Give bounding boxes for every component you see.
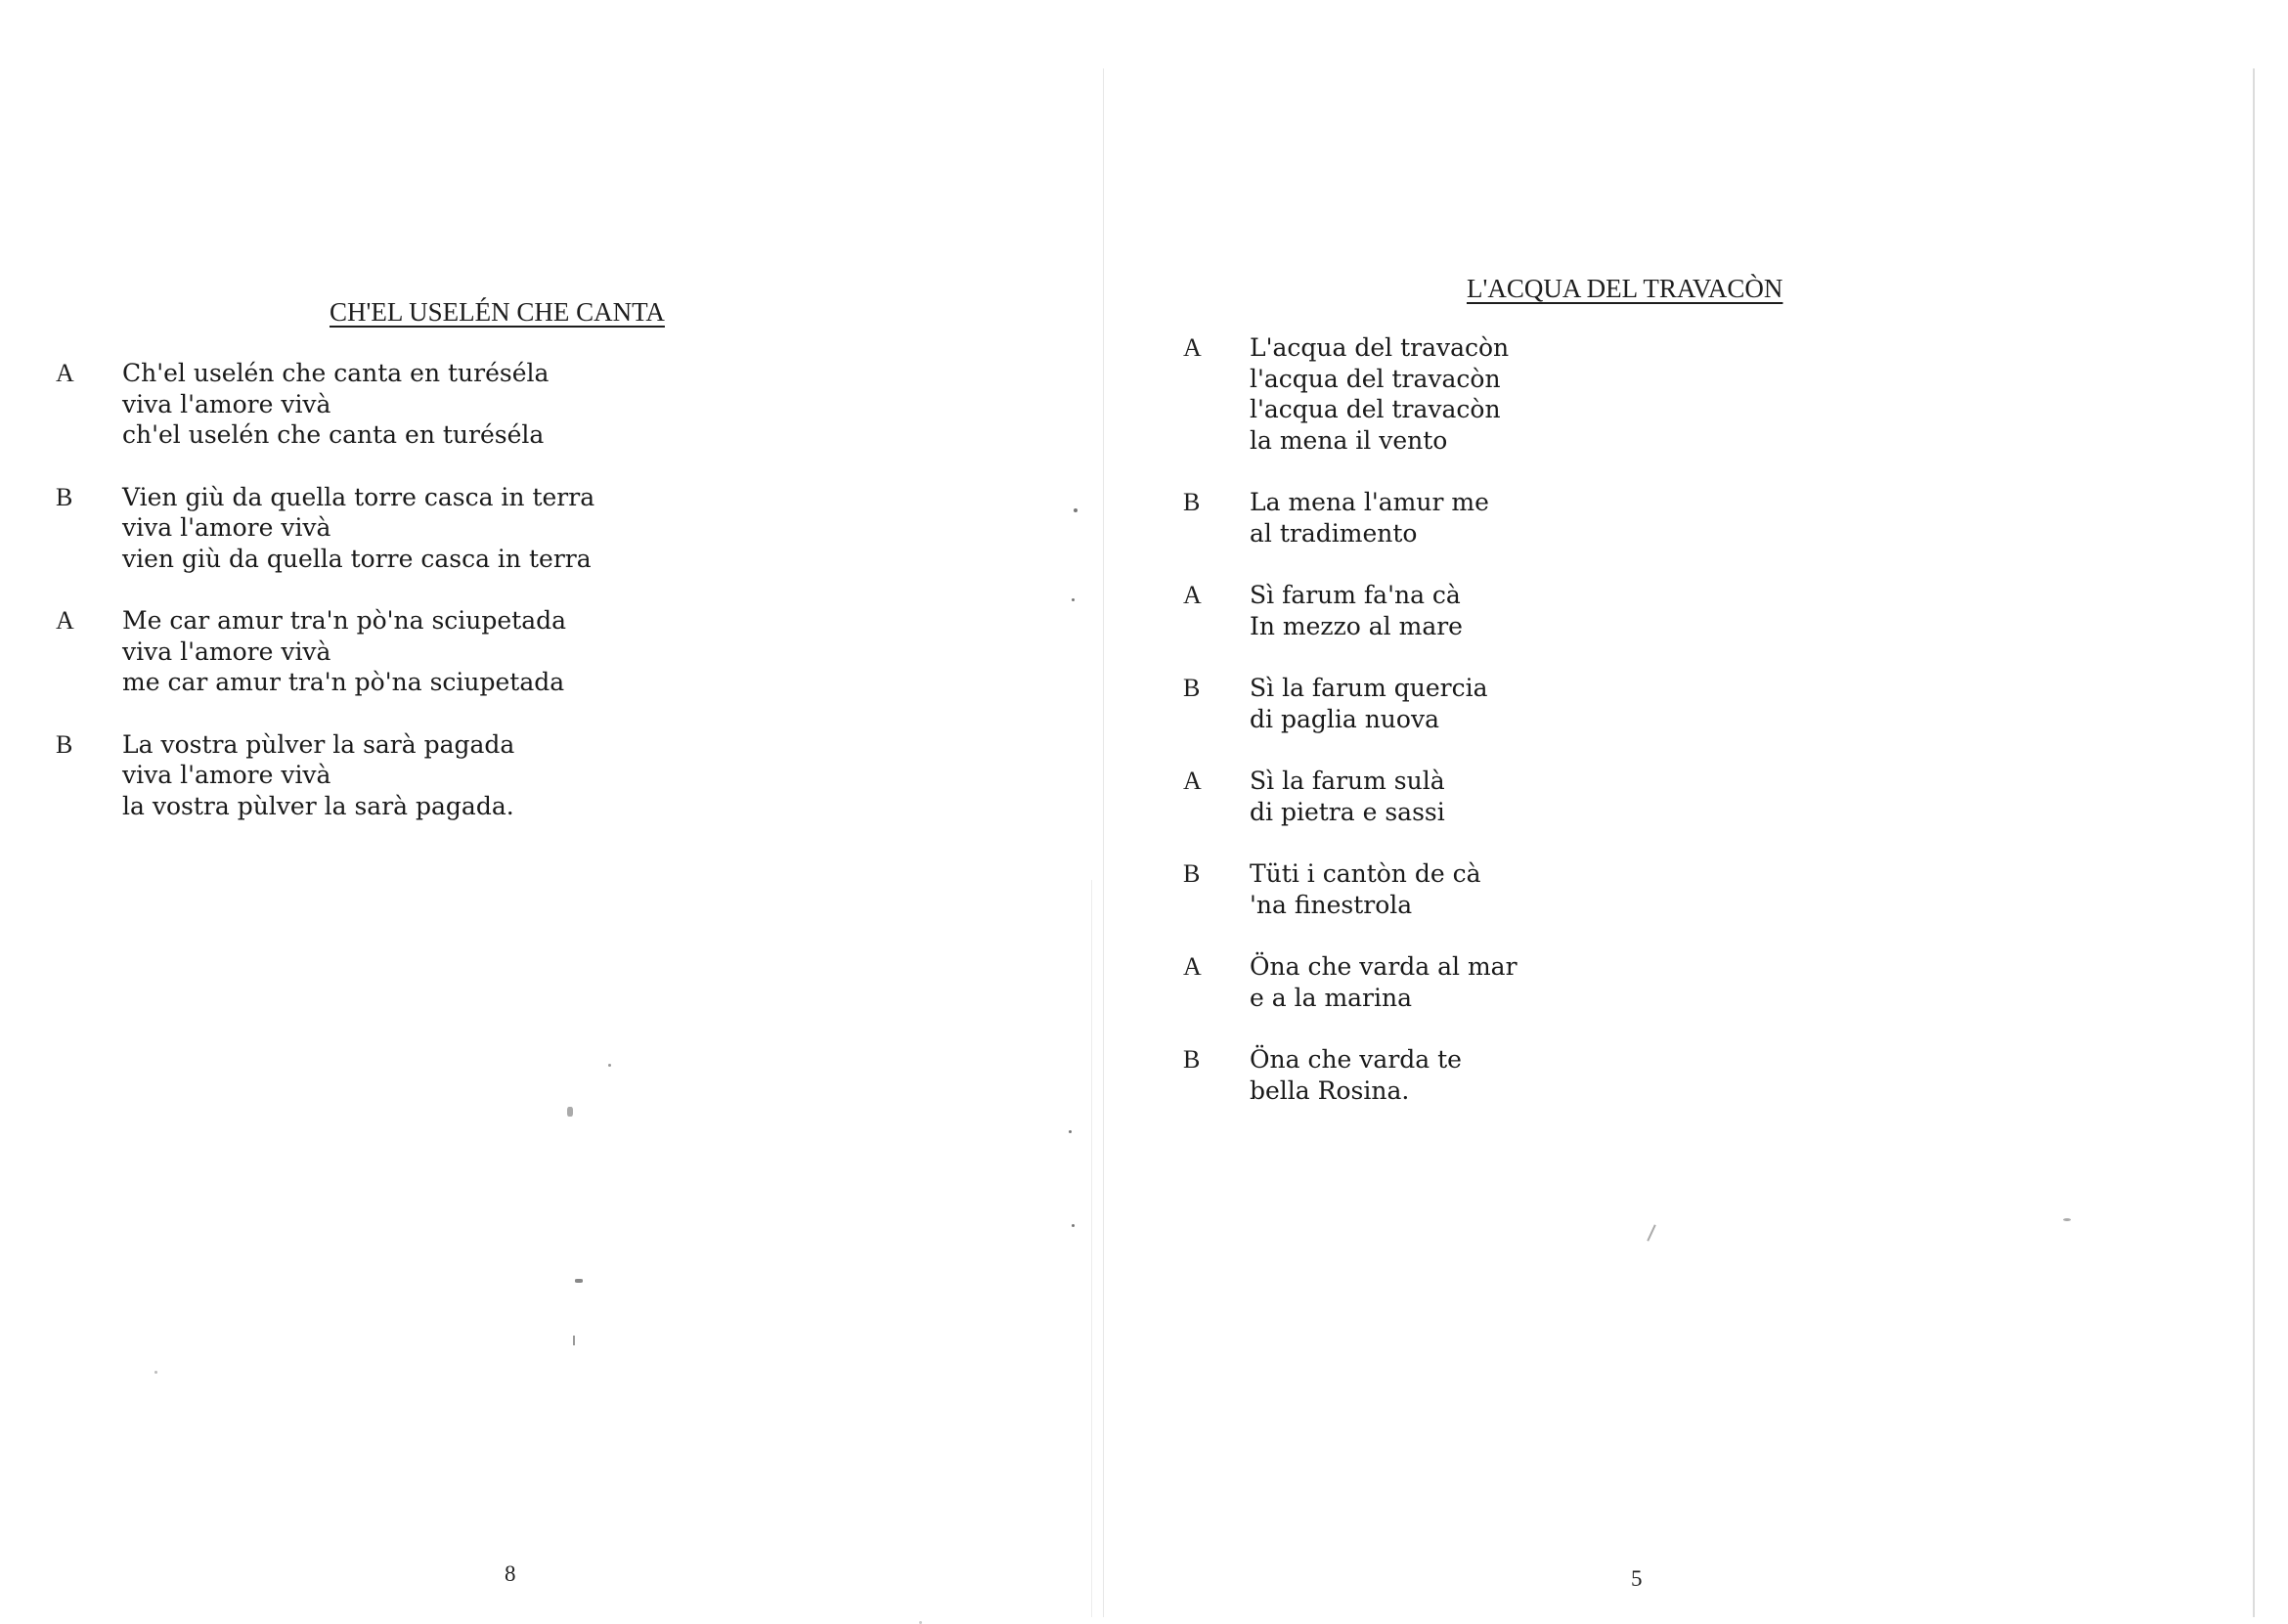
verse-line: la vostra pùlver la sarà pagada. bbox=[122, 791, 514, 820]
scan-speck bbox=[1069, 1130, 1072, 1133]
scan-speck bbox=[573, 1336, 575, 1345]
verse-line: In mezzo al mare bbox=[1250, 611, 1463, 640]
verse-lines bbox=[1250, 673, 1488, 734]
verse-lines bbox=[1250, 766, 1445, 827]
page-number: 5 bbox=[1631, 1566, 1643, 1591]
scan-speck bbox=[1074, 508, 1078, 512]
speaker-label: A bbox=[1183, 767, 1202, 795]
verse-line: viva l'amore vivà bbox=[122, 761, 331, 789]
speaker-label: A bbox=[1183, 333, 1202, 362]
page-number: 8 bbox=[505, 1561, 516, 1586]
verse-line: L'acqua del travacòn bbox=[1250, 333, 1510, 362]
verse-line: viva l'amore vivà bbox=[122, 513, 331, 542]
verse-line: Ch'el uselén che canta en turéséla bbox=[122, 359, 550, 387]
verse-line: bella Rosina. bbox=[1250, 1075, 1410, 1105]
verse-line: 'na finestrola bbox=[1250, 890, 1413, 919]
verse-line: Öna che varda al mar bbox=[1250, 952, 1518, 981]
verse-line: viva l'amore vivà bbox=[122, 389, 331, 418]
scan-speck bbox=[154, 1371, 157, 1374]
song-title: L'ACQUA DEL TRAVACÒN bbox=[1467, 274, 1783, 303]
verse-line: al tradimento bbox=[1250, 518, 1418, 548]
speaker-label: A bbox=[56, 606, 74, 635]
scan-speck bbox=[2063, 1218, 2071, 1221]
verse-line: e a la marina bbox=[1250, 983, 1413, 1012]
verse-line: Öna che varda te bbox=[1250, 1045, 1462, 1074]
speaker-label: A bbox=[1183, 581, 1202, 609]
verse-line: Me car amur tra'n pò'na sciupetada bbox=[122, 606, 567, 635]
verse-line: me car amur tra'n pò'na sciupetada bbox=[122, 668, 565, 696]
scan-speck bbox=[1072, 1224, 1075, 1227]
speaker-label: B bbox=[56, 482, 73, 511]
stanza bbox=[1183, 858, 1518, 920]
verse-line: Sì farum fa'na cà bbox=[1250, 581, 1461, 609]
verse-lines bbox=[1250, 487, 1489, 549]
speaker-label: B bbox=[1183, 859, 1201, 888]
verse-line: Sì la farum sulà bbox=[1250, 767, 1445, 795]
speaker-label: B bbox=[1183, 488, 1201, 516]
song-title: CH'EL USELÉN CHE CANTA bbox=[330, 297, 665, 327]
verse-lines bbox=[1250, 858, 1481, 920]
verse-line: Vien giù da quella torre casca in terra bbox=[122, 482, 595, 511]
verse-line: Sì la farum quercia bbox=[1250, 674, 1488, 702]
verse-line: La mena l'amur me bbox=[1250, 488, 1489, 516]
verse-lines bbox=[1250, 951, 1518, 1013]
speaker-label: A bbox=[1183, 952, 1202, 981]
scan-speck bbox=[567, 1107, 573, 1117]
verse-line: La vostra pùlver la sarà pagada bbox=[122, 729, 515, 759]
verse-lines bbox=[1250, 332, 1509, 456]
stanza bbox=[1183, 332, 1518, 456]
stanza bbox=[1183, 1044, 1518, 1106]
verse-line: di paglia nuova bbox=[1250, 704, 1439, 733]
verse-line: l'acqua del travacòn bbox=[1250, 364, 1501, 393]
verse-lines bbox=[1250, 1044, 1462, 1106]
speaker-label: B bbox=[1183, 674, 1201, 702]
scan-speck bbox=[608, 1064, 611, 1067]
stanza bbox=[1183, 673, 1518, 734]
verse-line: la mena il vento bbox=[1250, 425, 1448, 455]
stanza bbox=[1183, 766, 1518, 827]
speaker-label: B bbox=[56, 729, 73, 759]
scan-speck bbox=[575, 1279, 583, 1283]
speaker-label: B bbox=[1183, 1045, 1201, 1074]
stanza bbox=[1183, 951, 1518, 1013]
verse-line: viva l'amore vivà bbox=[122, 636, 331, 666]
verse-line: l'acqua del travacòn bbox=[1250, 395, 1501, 423]
verse-line: ch'el uselén che canta en turéséla bbox=[122, 420, 545, 449]
verse-line: di pietra e sassi bbox=[1250, 797, 1445, 826]
stanza-list bbox=[1183, 332, 1518, 1137]
scan-speck bbox=[1072, 598, 1075, 601]
speaker-label: A bbox=[56, 359, 74, 387]
verse-line: Tüti i cantòn de cà bbox=[1250, 859, 1481, 888]
verse-line: vien giù da quella torre casca in terra bbox=[122, 544, 592, 573]
stanza bbox=[1183, 580, 1518, 641]
stanza bbox=[1183, 487, 1518, 549]
verse-lines bbox=[1250, 580, 1463, 641]
